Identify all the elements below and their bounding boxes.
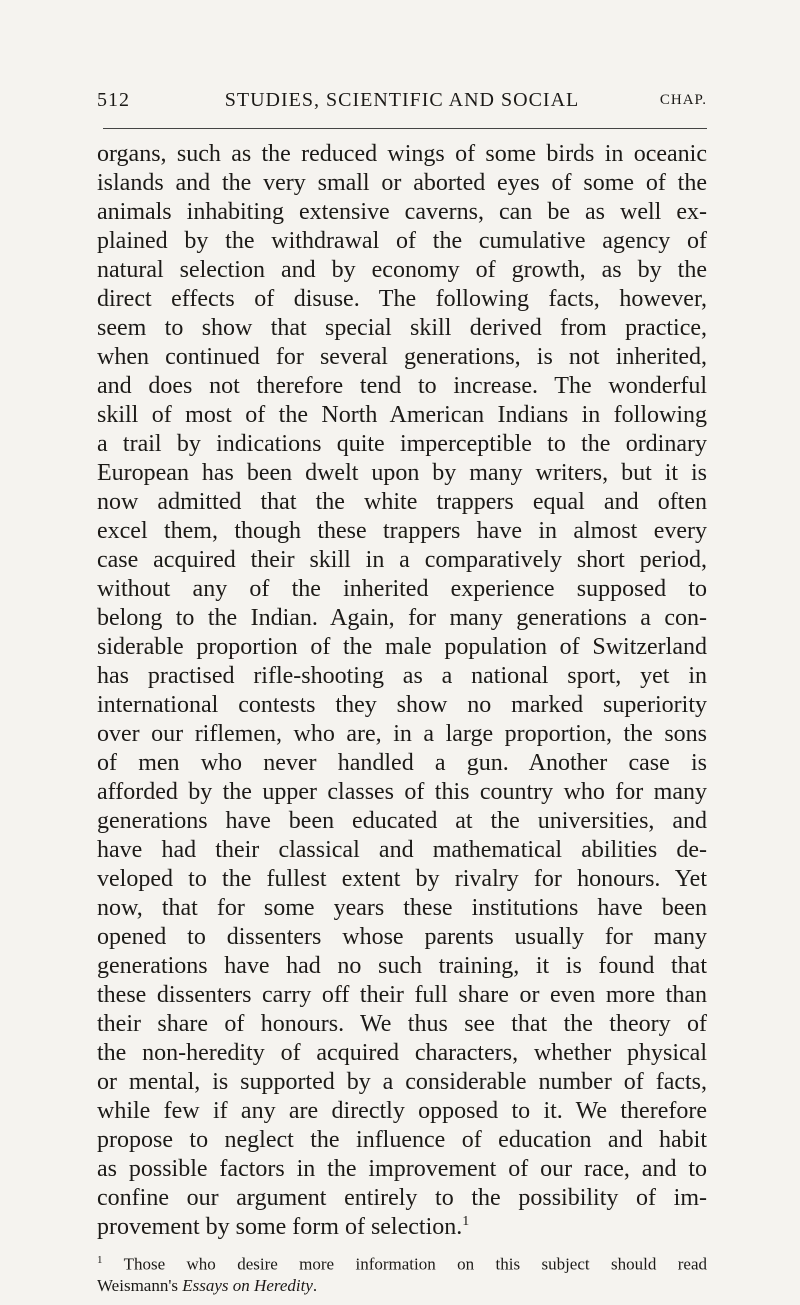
footnote-suffix: . [312, 1275, 318, 1295]
body-line-last [97, 1213, 707, 1242]
running-title: STUDIES, SCIENTIFIC AND SOCIAL [224, 89, 580, 111]
body-line: as possible factors in the improvement of our race, and to [97, 1156, 707, 1182]
body-line: their share of honours. We thus see that the theory of [97, 1011, 707, 1037]
body-line: skill of most of the North American Indians in following [97, 402, 707, 428]
body-line: generations have had no such training, it is found that [97, 953, 707, 979]
body-line: of men who never handled a gun. Another case is [97, 750, 707, 776]
body-line: confine our argument entirely to the possibility of im- [97, 1185, 707, 1211]
body-line: European has been dwelt upon by many writers, but it is [97, 460, 707, 486]
chapter-label: CHAP. [659, 92, 707, 108]
body-line: has practised rifle-shooting as a national sport, yet in [97, 663, 707, 689]
running-head [97, 85, 707, 115]
body-line: propose to neglect the influence of education and habit [97, 1127, 707, 1153]
body-line: now, that for some years these institutions have been [97, 895, 707, 921]
body-line: or mental, is supported by a considerable number of facts, [97, 1069, 707, 1095]
body-line: these dissenters carry off their full share or even more than [97, 982, 707, 1008]
body-line: have had their classical and mathematical abilities de- [97, 837, 707, 863]
body-line: generations have been educated at the universities, and [97, 808, 707, 834]
body-line: opened to dissenters whose parents usually for many [97, 924, 707, 950]
body-line: natural selection and by economy of growth, as by the [97, 257, 707, 283]
body-line: plained by the withdrawal of the cumulative agency of [97, 228, 707, 254]
body-line: and does not therefore tend to increase. The wonderful [97, 373, 707, 399]
body-line: afforded by the upper classes of this country who for many [97, 779, 707, 805]
footnote-marker: 1 [97, 1254, 103, 1266]
body-last-line-text: provement by some form of selection. [97, 1214, 463, 1240]
body-line: a trail by indications quite imperceptible to the ordinary [97, 431, 707, 457]
footnote [97, 1250, 707, 1296]
footnote-reference: 1 [462, 1214, 470, 1229]
book-page [97, 85, 707, 1296]
body-line: belong to the Indian. Again, for many generations a con- [97, 605, 707, 631]
body-line: seem to show that special skill derived from practice, [97, 315, 707, 341]
footnote-text: Those who desire more information on this subject should read [123, 1254, 707, 1274]
body-line: the non-heredity of acquired characters, whether physical [97, 1040, 707, 1066]
body-line: case acquired their skill in a comparatively short period, [97, 547, 707, 573]
body-line: when continued for several generations, is not inherited, [97, 344, 707, 370]
body-line: organs, such as the reduced wings of some birds in oceanic [97, 141, 707, 167]
body-line: excel them, though these trappers have in almost every [97, 518, 707, 544]
body-line: islands and the very small or aborted eyes of some of the [97, 170, 707, 196]
body-line: animals inhabiting extensive caverns, can be as well ex- [97, 199, 707, 225]
body-line: direct effects of disuse. The following facts, however, [97, 286, 707, 312]
header-rule [103, 128, 707, 129]
page-number: 512 [97, 89, 130, 111]
body-line: over our riflemen, who are, in a large proportion, the sons [97, 721, 707, 747]
body-line: while few if any are directly opposed to it. We therefore [97, 1098, 707, 1124]
body-line: siderable proportion of the male population of Switzerland [97, 634, 707, 660]
body-paragraph [97, 140, 707, 1242]
footnote-cited-title: Essays on Heredity [182, 1275, 313, 1295]
body-line: now admitted that the white trappers equal and often [97, 489, 707, 515]
footnote-line-2 [97, 1275, 707, 1296]
footnote-prefix: Weismann's [97, 1275, 183, 1295]
footnote-line-1 [97, 1250, 707, 1275]
body-line: veloped to the fullest extent by rivalry for honours. Yet [97, 866, 707, 892]
body-line: international contests they show no marked superiority [97, 692, 707, 718]
body-line: without any of the inherited experience supposed to [97, 576, 707, 602]
